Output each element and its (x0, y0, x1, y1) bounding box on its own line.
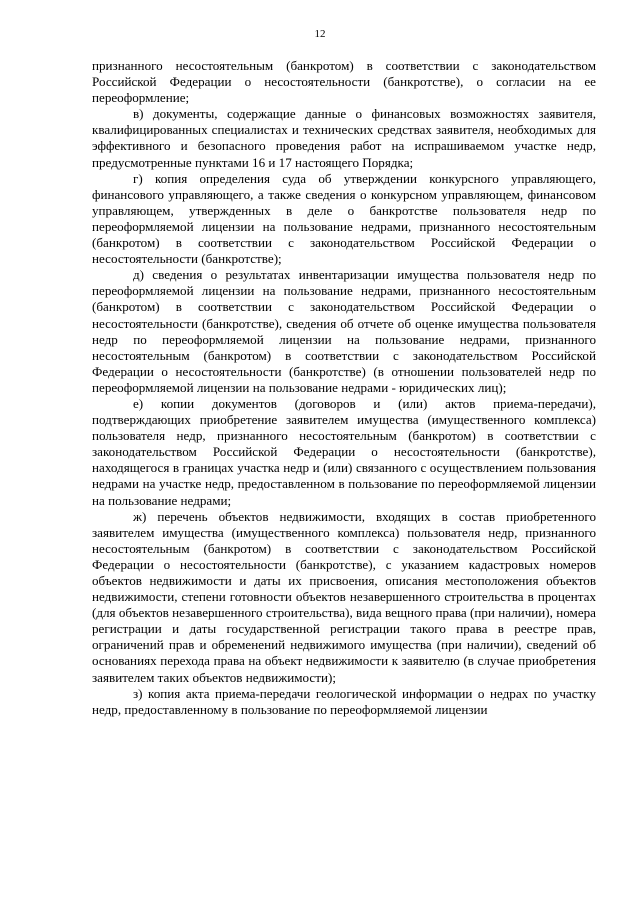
page-number: 12 (314, 28, 326, 40)
paragraph-item-z: з) копия акта приема-передачи геологической информации о недрах по участку недр, предоставленному в пользование по переоформляемой лицензии (92, 685, 596, 717)
document-body (92, 58, 596, 718)
paragraph-item-d: д) сведения о результатах инвентаризации имущества пользователя недр по переоформляемой лицензии на пользование недрами, признанного несостоятельным (банкротом) в соответствии с законодательством Российской Федерации о несостоятельности (банкротстве), сведения об отчете об оценке имущества пользователя недр по переоформляемой лицензии на пользование недрами, признанного несостоятельным (банкротом) в соответствии с законодательством Российской Федерации о несостоятельности (банкротстве) (в отношении пользователей недр по переоформляемой лицензии на пользование недрами - юридических лиц); (92, 267, 596, 395)
paragraph-item-v: в) документы, содержащие данные о финансовых возможностях заявителя, квалифицированных специалистах и технических средствах заявителя, необходимых для эффективного и безопасного проведения работ на испрашиваемом участке недр, предусмотренные пунктами 16 и 17 настоящего Порядка; (92, 106, 596, 170)
paragraph-item-e: е) копии документов (договоров и (или) актов приема-передачи), подтверждающих приобретение заявителем имущества (имущественного комплекса) пользователя недр, признанного несостоятельным (банкротом) в соответствии с законодательством Российской Федерации о несостоятельности (банкротстве), находящегося в границах участка недр и (или) связанного с осуществлением пользования недрами на участке недр, предоставленном в пользование по переоформляемой лицензии на пользование недрами; (92, 395, 596, 508)
paragraph-item-zh: ж) перечень объектов недвижимости, входящих в состав приобретенного заявителем имущества (имущественного комплекса) пользователя недр, признанного несостоятельным (банкротом) в соответствии с законодательством Российской Федерации о несостоятельности (банкротстве), с указанием кадастровых номеров объектов недвижимости и даты их присвоения, описания местоположения объектов недвижимости, степени готовности объектов незавершенного строительства в процентах (для объектов незавершенного строительства), вида вещного права (при наличии), номера регистрации и даты государственной регистрации такого права в реестре прав, ограничений прав и обременений недвижимого имущества (при наличии), сведений об основаниях перехода права на объект недвижимости к заявителю (в случае приобретения заявителем таких объектов недвижимости); (92, 508, 596, 685)
paragraph-item-g: г) копия определения суда об утверждении конкурсного управляющего, финансового управляющего, а также сведения о конкурсном управляющем, финансовом управляющем, утвержденных в деле о банкротстве пользователя недр по переоформляемой лицензии на пользование недрами, признанного несостоятельным (банкротом) в соответствии с законодательством Российской Федерации о несостоятельности (банкротстве); (92, 170, 596, 267)
paragraph-continuation: признанного несостоятельным (банкротом) в соответствии с законодательством Российской Федерации о несостоятельности (банкротстве), о согласии на ее переоформление; (92, 58, 596, 106)
